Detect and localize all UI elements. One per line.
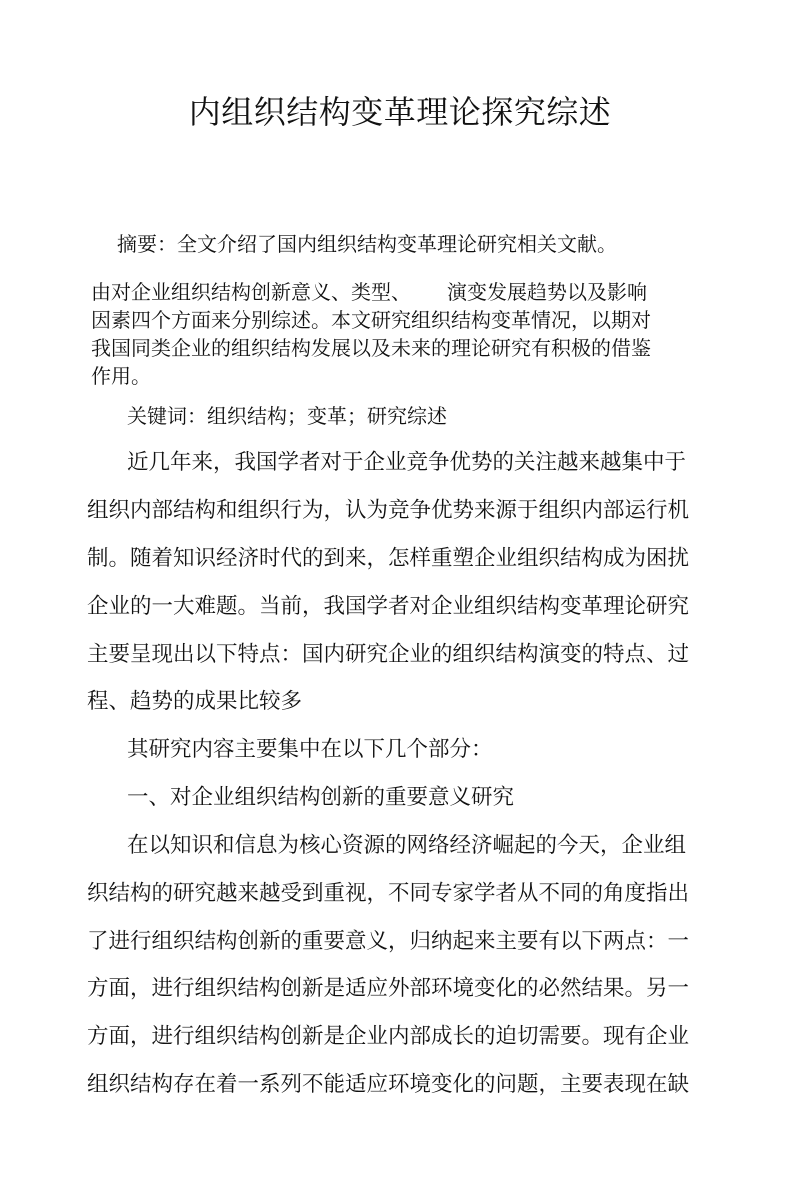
abstract-line-2 [91,278,647,306]
section-heading: 一、对企业组织结构创新的重要意义研究 [127,785,515,810]
keywords-line: 关键词：组织结构；变革；研究综述 [127,404,447,428]
body-line: 企业的一大难题。当前，我国学者对企业组织结构变革理论研究 [87,594,690,619]
abstract-line-5: 作用。 [91,364,151,388]
body-line: 组织结构存在着一系列不能适应环境变化的问题，主要表现在缺 [87,1072,690,1097]
body-line: 在以知识和信息为核心资源的网络经济崛起的今天，企业组 [127,833,687,858]
body-line: 方面，进行组织结构创新是适应外部环境变化的必然结果。另一 [87,976,690,1001]
body-line: 了进行组织结构创新的重要意义，归纳起来主要有以下两点：一 [87,929,690,954]
body-line: 其研究内容主要集中在以下几个部分： [127,737,493,762]
abstract-line-1: 摘要：全文介绍了国内组织结构变革理论研究相关文献。 [117,232,617,256]
body-line: 主要呈现出以下特点：国内研究企业的组织结构演变的特点、过 [87,642,690,667]
abstract-line-4: 我国同类企业的组织结构发展以及未来的理论研究有积极的借鉴 [91,336,651,360]
body-line: 组织内部结构和组织行为，认为竞争优势来源于组织内部运行机 [87,498,690,523]
body-line: 制。随着知识经济时代的到来，怎样重塑企业组织结构成为困扰 [87,546,690,571]
body-line: 方面，进行组织结构创新是企业内部成长的迫切需要。现有企业 [87,1024,690,1049]
abstract-line-2a: 由对企业组织结构创新意义、类型、 [91,280,411,304]
abstract-line-2b: 演变发展趋势以及影响 [447,280,647,304]
body-line: 织结构的研究越来越受到重视，不同专家学者从不同的角度指出 [87,881,690,906]
body-line: 程、趋势的成果比较多 [87,689,303,714]
abstract-line-3: 因素四个方面来分别综述。本文研究组织结构变革情况，以期对 [91,308,651,332]
document-title: 内组织结构变革理论探究综述 [188,93,612,131]
body-line: 近几年来，我国学者对于企业竞争优势的关注越来越集中于 [127,450,687,475]
